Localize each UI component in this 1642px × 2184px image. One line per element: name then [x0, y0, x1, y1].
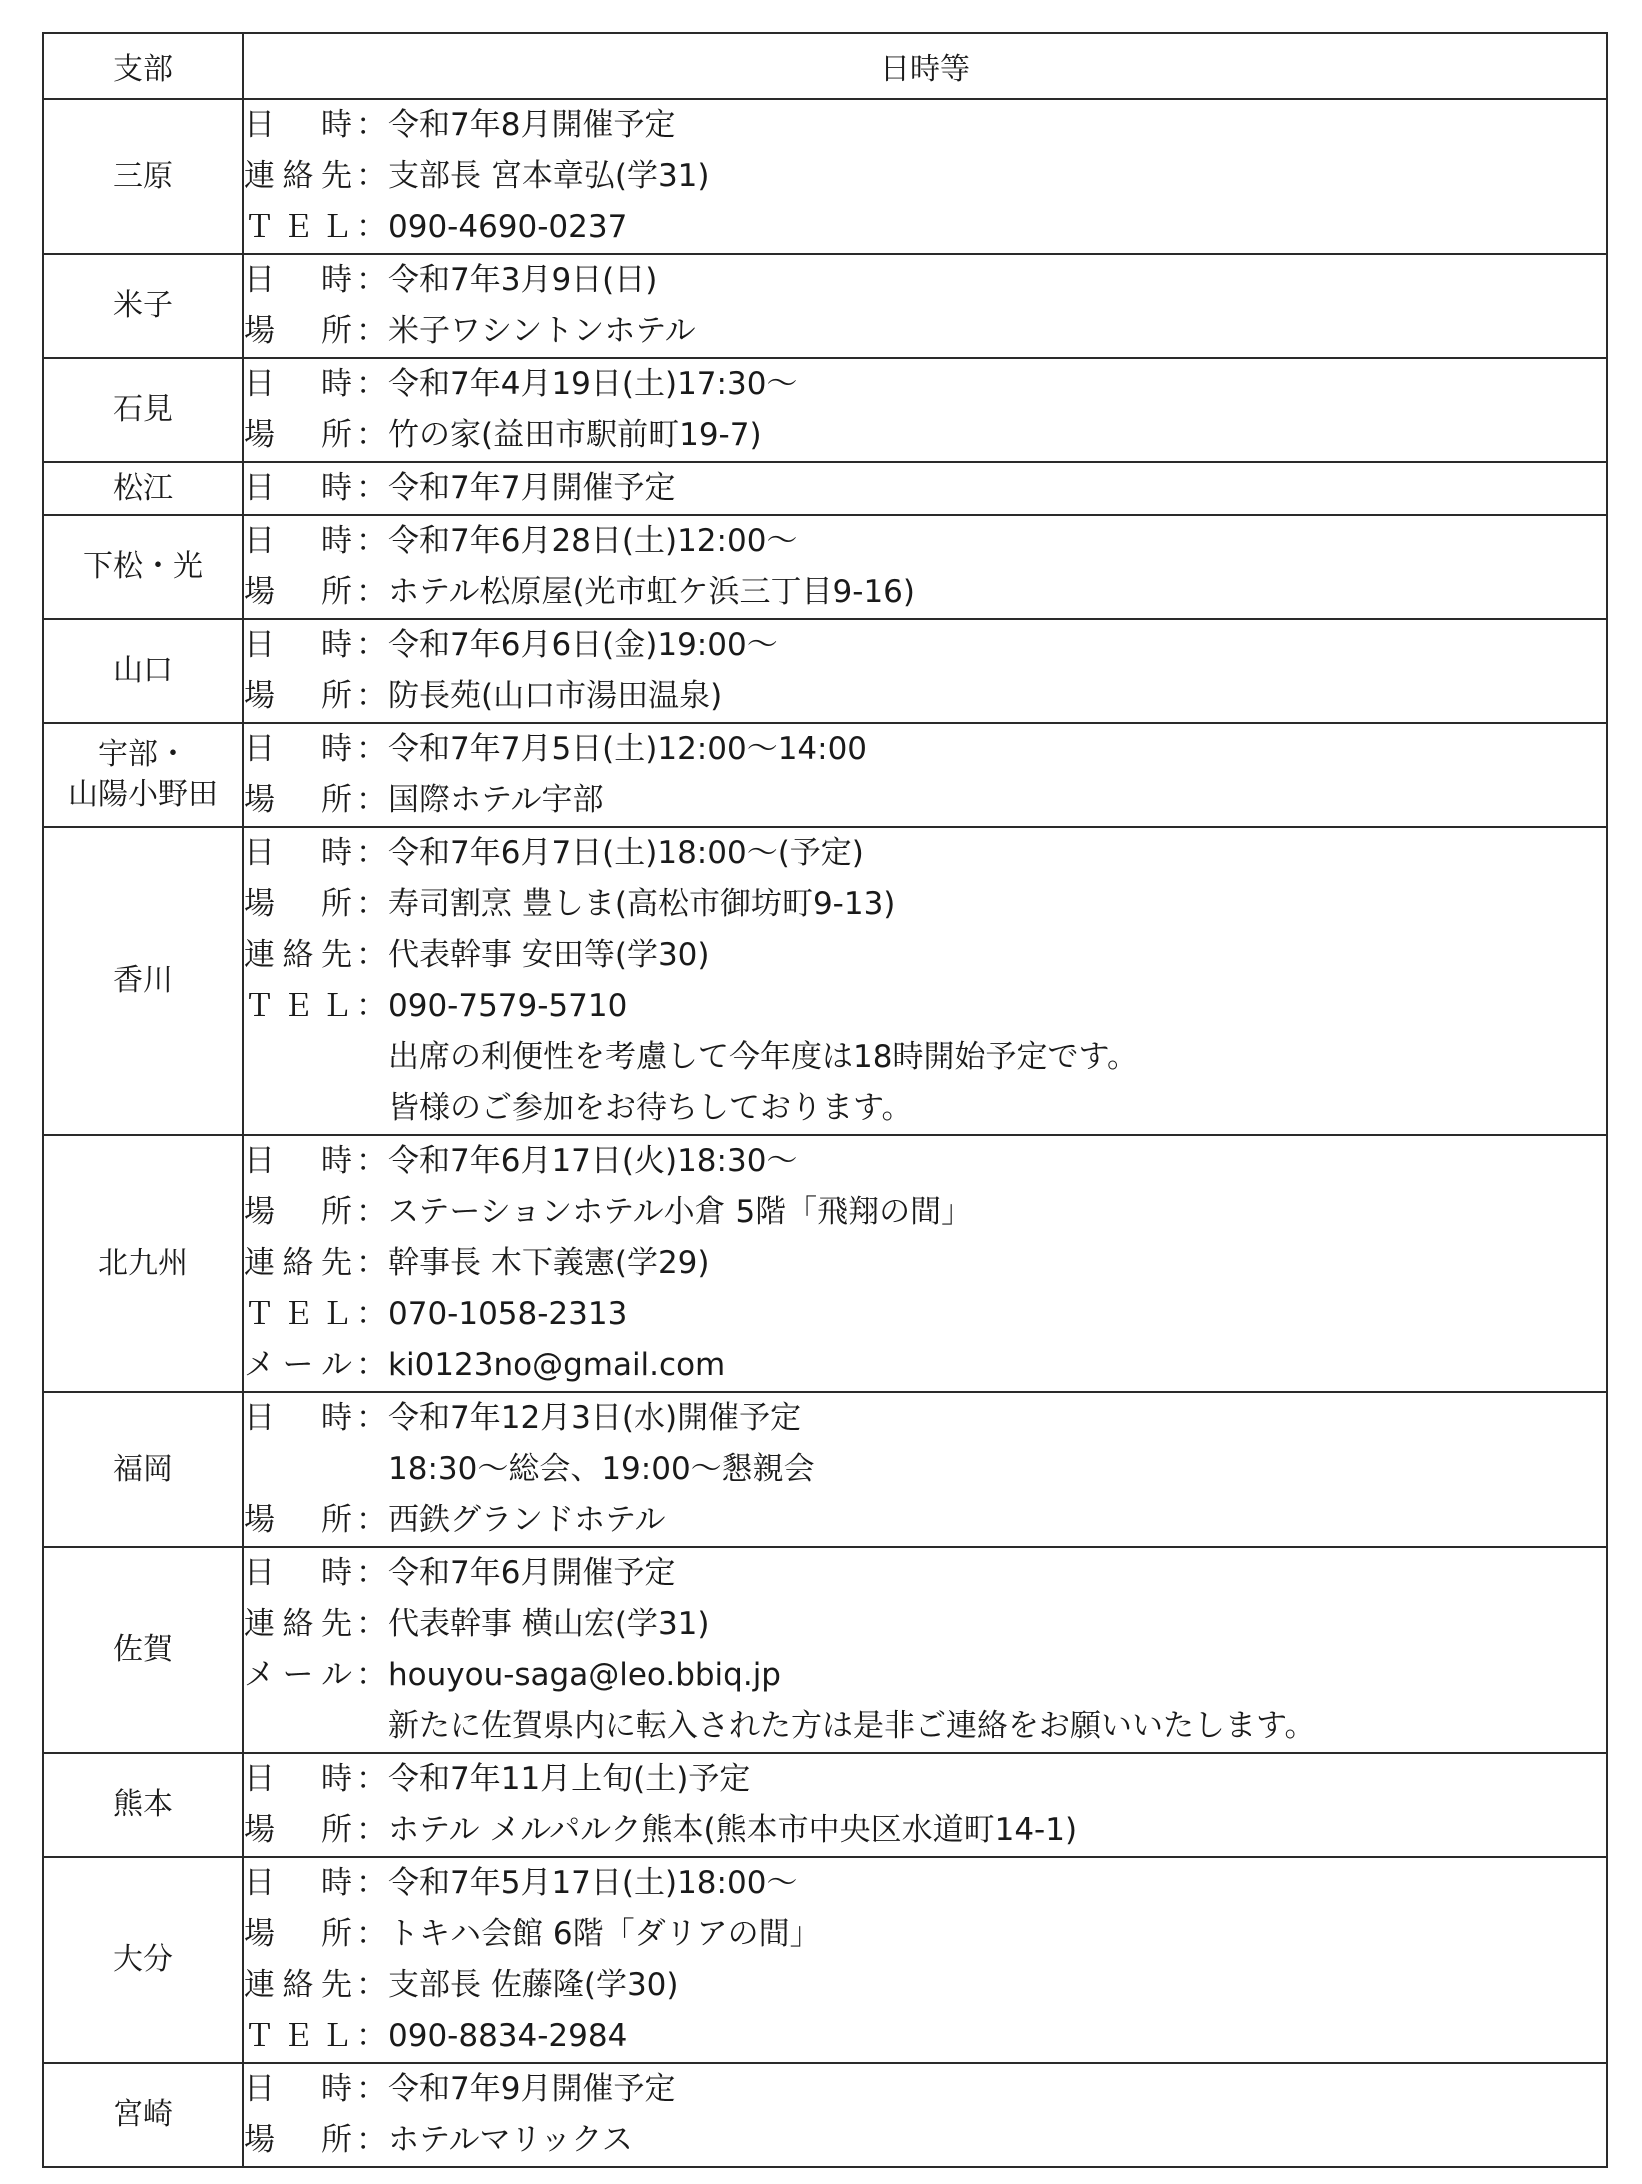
detail-value: 令和7年12月3日(水)開催予定 [388, 1400, 802, 1436]
label-char: 日 [244, 523, 275, 559]
label-char: メ [244, 1657, 275, 1693]
branch-name: 宇部・ 山陽小野田 [43, 723, 243, 827]
detail-line-date [244, 1548, 1606, 1599]
label-char: 先 [321, 158, 352, 194]
label-char: 連 [244, 158, 275, 194]
label-char: 絡 [282, 1967, 314, 2003]
branch-name: 福岡 [43, 1392, 243, 1547]
label-colon: ： [356, 417, 387, 453]
table-row [43, 462, 1607, 515]
label-char: Ｔ [244, 2018, 275, 2054]
label-char: ー [282, 1657, 314, 1693]
table-row [43, 254, 1607, 358]
detail-value: 令和7年6月17日(火)18:30～ [388, 1143, 798, 1179]
detail-line-date [244, 1754, 1606, 1805]
label-colon: ： [356, 1916, 387, 1952]
detail-line-contact [244, 1599, 1606, 1650]
detail-value: 令和7年11月上旬(土)予定 [388, 1761, 751, 1797]
label-colon: ： [356, 1347, 387, 1383]
label-char: 場 [244, 1502, 275, 1538]
detail-line-place [244, 410, 1606, 461]
label-colon: ： [356, 1400, 387, 1436]
label-colon: ： [356, 2071, 387, 2107]
label-char: Ｅ [282, 2018, 314, 2054]
detail-line-mail [244, 1340, 1606, 1391]
detail-value: 令和7年5月17日(土)18:00～ [388, 1865, 798, 1901]
table-row [43, 1547, 1607, 1753]
detail-label [244, 1495, 356, 1546]
header-branch: 支部 [43, 33, 243, 99]
label-char: 場 [244, 1812, 275, 1848]
detail-value: 令和7年8月開催予定 [388, 107, 676, 143]
label-colon: ： [356, 1555, 387, 1591]
label-char: 所 [321, 313, 352, 349]
label-char: 先 [321, 1967, 352, 2003]
detail-line-date [244, 359, 1606, 410]
label-char: メ [244, 1347, 275, 1383]
detail-line-place [244, 306, 1606, 357]
label-colon: ： [356, 1606, 387, 1642]
branch-name: 下松・光 [43, 515, 243, 619]
label-char: 時 [321, 627, 352, 663]
label-char: 連 [244, 937, 275, 973]
detail-label [244, 255, 356, 306]
label-char: 時 [321, 731, 352, 767]
branch-name: 北九州 [43, 1135, 243, 1392]
detail-label [244, 1909, 356, 1960]
label-char: Ｅ [282, 209, 314, 245]
branch-name: 松江 [43, 462, 243, 515]
detail-value: 令和7年4月19日(土)17:30～ [388, 366, 798, 402]
detail-label [244, 2011, 356, 2062]
label-char: 絡 [282, 937, 314, 973]
branch-details [243, 515, 1607, 619]
detail-line-date [244, 1393, 1606, 1444]
detail-label [244, 879, 356, 930]
detail-line-note [244, 1444, 1606, 1495]
detail-note: 皆様のご参加をお待ちしております。 [388, 1090, 913, 1126]
label-char: 場 [244, 1916, 275, 1952]
label-colon: ： [356, 782, 387, 818]
label-colon: ： [356, 470, 387, 506]
detail-label [244, 930, 356, 981]
label-char: 場 [244, 678, 275, 714]
label-colon: ： [356, 988, 387, 1024]
detail-line-place [244, 1187, 1606, 1238]
detail-label [244, 151, 356, 202]
label-char: 日 [244, 1555, 275, 1591]
label-char: 絡 [282, 1245, 314, 1281]
label-char: Ｔ [244, 209, 275, 245]
branch-details [243, 1857, 1607, 2063]
detail-value: 支部長 宮本章弘(学31) [388, 158, 710, 194]
detail-label [244, 1960, 356, 2011]
label-colon: ： [356, 1657, 387, 1693]
branch-details [243, 723, 1607, 827]
detail-label [244, 1548, 356, 1599]
label-char: 所 [321, 1916, 352, 1952]
branch-details [243, 827, 1607, 1135]
label-colon: ： [356, 1245, 387, 1281]
label-char: ル [321, 1347, 352, 1383]
branch-name: 熊本 [43, 1753, 243, 1857]
label-char: 日 [244, 627, 275, 663]
table-row [43, 515, 1607, 619]
header-details: 日時等 [243, 33, 1607, 99]
detail-label [244, 620, 356, 671]
label-char: 日 [244, 2071, 275, 2107]
detail-line-mail [244, 1650, 1606, 1701]
detail-value: 令和7年7月開催予定 [388, 470, 676, 506]
label-char: 日 [244, 835, 275, 871]
detail-value: 令和7年3月9日(日) [388, 262, 658, 298]
label-char: 場 [244, 886, 275, 922]
label-colon: ： [356, 1812, 387, 1848]
label-colon: ： [356, 262, 387, 298]
label-char: Ｔ [244, 1296, 275, 1332]
detail-value: 令和7年6月7日(土)18:00～(予定) [388, 835, 864, 871]
detail-label [244, 724, 356, 775]
detail-note: 新たに佐賀県内に転入された方は是非ご連絡をお願いいたします。 [388, 1708, 1316, 1744]
branch-details [243, 462, 1607, 515]
label-char: 日 [244, 1143, 275, 1179]
detail-value[interactable]: ki0123no@gmail.com [388, 1347, 726, 1383]
detail-value: 代表幹事 横山宏(学31) [388, 1606, 710, 1642]
label-colon: ： [356, 731, 387, 767]
label-char: 所 [321, 1194, 352, 1230]
label-colon: ： [356, 1194, 387, 1230]
branch-name: 大分 [43, 1857, 243, 2063]
detail-line-date [244, 1858, 1606, 1909]
branch-name: 三原 [43, 99, 243, 254]
label-char: 場 [244, 574, 275, 610]
detail-line-tel [244, 202, 1606, 253]
label-char: 所 [321, 417, 352, 453]
branch-schedule-table [42, 32, 1608, 2168]
detail-line-place [244, 1909, 1606, 1960]
table-row [43, 2063, 1607, 2167]
table-row [43, 619, 1607, 723]
detail-label [244, 1238, 356, 1289]
detail-value: 代表幹事 安田等(学30) [388, 937, 710, 973]
label-char: Ｅ [282, 1296, 314, 1332]
detail-label [244, 1289, 356, 1340]
detail-line-place [244, 671, 1606, 722]
table-row [43, 827, 1607, 1135]
label-char: 所 [321, 1812, 352, 1848]
detail-line-date [244, 1136, 1606, 1187]
label-colon: ： [356, 1761, 387, 1797]
label-char: 時 [321, 262, 352, 298]
detail-value: 寿司割烹 豊しま(高松市御坊町9-13) [388, 886, 896, 922]
label-char: 時 [321, 1143, 352, 1179]
detail-value: 支部長 佐藤隆(学30) [388, 1967, 679, 2003]
label-colon: ： [356, 627, 387, 663]
label-char: ル [321, 1657, 352, 1693]
label-colon: ： [356, 2122, 387, 2158]
branch-name: 宮崎 [43, 2063, 243, 2167]
detail-label [244, 828, 356, 879]
branch-details [243, 1547, 1607, 1753]
detail-line-date [244, 516, 1606, 567]
detail-line-note [244, 1083, 1606, 1134]
detail-value: ホテルマリックス [388, 2122, 633, 2158]
label-char: 連 [244, 1245, 275, 1281]
detail-label [244, 1650, 356, 1701]
label-char: 所 [321, 886, 352, 922]
label-colon: ： [356, 523, 387, 559]
label-char: Ｌ [321, 988, 352, 1024]
detail-note: 18:30～総会、19:00～懇親会 [388, 1451, 815, 1487]
detail-value: 竹の家(益田市駅前町19-7) [388, 417, 762, 453]
detail-line-date [244, 724, 1606, 775]
label-char: Ｌ [321, 209, 352, 245]
detail-line-date [244, 2064, 1606, 2115]
detail-value: 090-7579-5710 [388, 988, 628, 1024]
label-char: 所 [321, 678, 352, 714]
detail-label [244, 1805, 356, 1856]
detail-line-note [244, 1701, 1606, 1752]
label-char: 場 [244, 2122, 275, 2158]
detail-value: 070-1058-2313 [388, 1296, 628, 1332]
label-char: 時 [321, 1761, 352, 1797]
detail-value: ホテル メルパルク熊本(熊本市中央区水道町14-1) [388, 1812, 1078, 1848]
label-char: Ｌ [321, 1296, 352, 1332]
detail-label [244, 1187, 356, 1238]
label-colon: ： [356, 835, 387, 871]
label-char: 時 [321, 470, 352, 506]
detail-label [244, 1340, 356, 1391]
label-char: 日 [244, 1865, 275, 1901]
detail-line-place [244, 1805, 1606, 1856]
detail-value: 令和7年6月6日(金)19:00～ [388, 627, 778, 663]
detail-label [244, 671, 356, 722]
detail-label [244, 1599, 356, 1650]
label-colon: ： [356, 1296, 387, 1332]
table-row [43, 1392, 1607, 1547]
label-char: 場 [244, 1194, 275, 1230]
detail-label [244, 1136, 356, 1187]
label-colon: ： [356, 574, 387, 610]
detail-line-contact [244, 1238, 1606, 1289]
label-char: 時 [321, 2071, 352, 2107]
table-row [43, 1135, 1607, 1392]
branch-details [243, 1135, 1607, 1392]
detail-line-date [244, 255, 1606, 306]
label-char: Ｅ [282, 988, 314, 1024]
detail-label [244, 306, 356, 357]
detail-label [244, 410, 356, 461]
detail-line-contact [244, 151, 1606, 202]
detail-line-contact [244, 930, 1606, 981]
detail-label [244, 359, 356, 410]
detail-line-place [244, 567, 1606, 618]
detail-value[interactable]: houyou-saga@leo.bbiq.jp [388, 1657, 781, 1693]
label-char: 連 [244, 1967, 275, 2003]
label-colon: ： [356, 209, 387, 245]
label-colon: ： [356, 366, 387, 402]
label-char: 時 [321, 1400, 352, 1436]
detail-value: 国際ホテル宇部 [388, 782, 604, 818]
label-char: 先 [321, 1245, 352, 1281]
label-char: ー [282, 1347, 314, 1383]
detail-line-date [244, 463, 1606, 514]
label-char: 時 [321, 835, 352, 871]
label-char: 時 [321, 107, 352, 143]
label-colon: ： [356, 313, 387, 349]
label-char: 連 [244, 1606, 275, 1642]
detail-label [244, 567, 356, 618]
branch-details [243, 99, 1607, 254]
branch-details [243, 2063, 1607, 2167]
label-char: 所 [321, 2122, 352, 2158]
table-row [43, 723, 1607, 827]
branch-name: 石見 [43, 358, 243, 462]
detail-value: 西鉄グランドホテル [388, 1502, 666, 1538]
branch-details [243, 1392, 1607, 1547]
label-char: 場 [244, 782, 275, 818]
detail-value: 米子ワシントンホテル [388, 313, 696, 349]
detail-value: 令和7年6月開催予定 [388, 1555, 676, 1591]
branch-details [243, 254, 1607, 358]
label-colon: ： [356, 2018, 387, 2054]
detail-value: ステーションホテル小倉 5階「飛翔の間」 [388, 1194, 973, 1230]
detail-line-place [244, 2115, 1606, 2166]
branch-name: 米子 [43, 254, 243, 358]
detail-value: 090-8834-2984 [388, 2018, 628, 2054]
detail-line-note [244, 1032, 1606, 1083]
label-char: 時 [321, 1865, 352, 1901]
label-char: 所 [321, 1502, 352, 1538]
detail-line-place [244, 1495, 1606, 1546]
label-char: 日 [244, 1761, 275, 1797]
label-char: 所 [321, 782, 352, 818]
detail-line-date [244, 100, 1606, 151]
table-row [43, 1753, 1607, 1857]
branch-name: 佐賀 [43, 1547, 243, 1753]
detail-line-tel [244, 2011, 1606, 2062]
detail-label [244, 1754, 356, 1805]
label-char: 時 [321, 523, 352, 559]
detail-value: トキハ会館 6階「ダリアの間」 [388, 1916, 821, 1952]
label-char: 場 [244, 313, 275, 349]
detail-label [244, 775, 356, 826]
branch-details [243, 619, 1607, 723]
label-colon: ： [356, 1967, 387, 2003]
table-row [43, 1857, 1607, 2063]
label-colon: ： [356, 886, 387, 922]
detail-value: 令和7年7月5日(土)12:00～14:00 [388, 731, 868, 767]
detail-line-contact [244, 1960, 1606, 2011]
label-char: 絡 [282, 158, 314, 194]
label-colon: ： [356, 1143, 387, 1179]
detail-value: 090-4690-0237 [388, 209, 628, 245]
detail-line-place [244, 775, 1606, 826]
label-colon: ： [356, 1865, 387, 1901]
branch-name: 山口 [43, 619, 243, 723]
table-row [43, 358, 1607, 462]
label-char: 所 [321, 574, 352, 610]
table-header-row [43, 33, 1607, 99]
detail-value: 防長苑(山口市湯田温泉) [388, 678, 723, 714]
label-char: 場 [244, 417, 275, 453]
label-char: 日 [244, 107, 275, 143]
detail-line-place [244, 879, 1606, 930]
label-char: 日 [244, 262, 275, 298]
label-colon: ： [356, 1502, 387, 1538]
detail-line-date [244, 620, 1606, 671]
detail-label [244, 463, 356, 514]
label-char: 日 [244, 1400, 275, 1436]
label-colon: ： [356, 937, 387, 973]
label-char: 先 [321, 937, 352, 973]
detail-value: 令和7年6月28日(土)12:00～ [388, 523, 798, 559]
label-colon: ： [356, 158, 387, 194]
label-char: 先 [321, 1606, 352, 1642]
detail-value: 幹事長 木下義憲(学29) [388, 1245, 710, 1281]
branch-details [243, 1753, 1607, 1857]
branch-name: 香川 [43, 827, 243, 1135]
detail-label [244, 1858, 356, 1909]
detail-label [244, 2115, 356, 2166]
label-colon: ： [356, 107, 387, 143]
label-char: 日 [244, 731, 275, 767]
label-char: 日 [244, 470, 275, 506]
label-colon: ： [356, 678, 387, 714]
detail-line-tel [244, 1289, 1606, 1340]
detail-value: ホテル松原屋(光市虹ケ浜三丁目9-16) [388, 574, 915, 610]
detail-label [244, 1393, 356, 1444]
label-char: 日 [244, 366, 275, 402]
label-char: Ｌ [321, 2018, 352, 2054]
detail-label [244, 981, 356, 1032]
detail-line-tel [244, 981, 1606, 1032]
detail-label [244, 202, 356, 253]
branch-details [243, 358, 1607, 462]
detail-label [244, 2064, 356, 2115]
table-row [43, 99, 1607, 254]
detail-note: 出席の利便性を考慮して今年度は18時開始予定です。 [388, 1039, 1138, 1075]
detail-label [244, 516, 356, 567]
detail-value: 令和7年9月開催予定 [388, 2071, 676, 2107]
detail-label [244, 100, 356, 151]
label-char: 絡 [282, 1606, 314, 1642]
label-char: 時 [321, 366, 352, 402]
detail-line-date [244, 828, 1606, 879]
label-char: 時 [321, 1555, 352, 1591]
label-char: Ｔ [244, 988, 275, 1024]
